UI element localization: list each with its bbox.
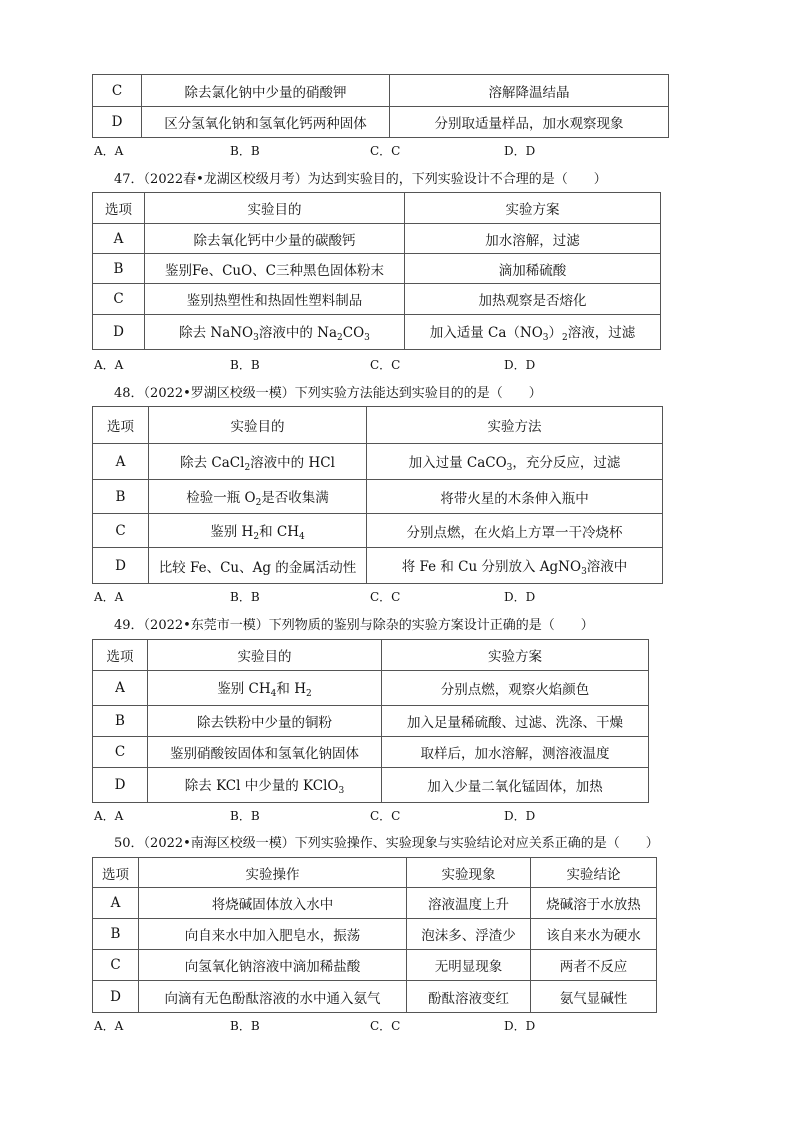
header-option: 选项: [93, 193, 145, 224]
goal-cell: 鉴别 $H_2$和 $CH_4$: [149, 514, 367, 548]
header-plan: 实验方案: [405, 193, 661, 224]
table-header-row: [93, 640, 649, 671]
option-a[interactable]: A．A: [94, 809, 124, 823]
option-b[interactable]: B．B: [230, 1019, 260, 1033]
goal-cell: 除去 KCl 中少量的 KClO$_3$: [148, 768, 382, 803]
table-row: [93, 768, 649, 803]
question-48-stem: 48．（2022•罗湖区校级一模）下列实验方法能达到实验目的的是（ ）: [114, 386, 542, 401]
goal-cell: 除去 NaNO$_3$溶液中的 $Na_2CO_3$: [145, 315, 405, 350]
table-row: [93, 480, 663, 514]
question-49-stem: 49．（2022•东莞市一模）下列物质的鉴别与除杂的实验方案设计正确的是（ ）: [114, 618, 594, 633]
table-row: [93, 514, 663, 548]
plan-cell: 分别点燃，观察火焰颜色: [382, 671, 649, 706]
option-cell: D: [93, 981, 139, 1013]
option-cell: C: [93, 75, 142, 107]
plan-cell: 加水溶解，过滤: [405, 224, 661, 254]
answer-options-q48: [94, 588, 535, 605]
option-a[interactable]: A．A: [94, 1019, 124, 1033]
method-cell: 将 Fe 和 Cu 分别放入 AgNO$_3$溶液中: [367, 548, 663, 584]
header-operation: 实验操作: [139, 858, 407, 888]
table-header-row: [93, 193, 661, 224]
phenomenon-cell: 无明显现象: [407, 950, 531, 981]
table-q50: [92, 857, 657, 1013]
table-row: [93, 315, 661, 350]
phenomenon-cell: 溶液温度上升: [407, 888, 531, 919]
plan-cell: 溶解降温结晶: [390, 75, 669, 107]
answer-options-q46: [94, 142, 535, 159]
goal-cell: 检验一瓶 $O_2$是否收集满: [149, 480, 367, 514]
table-row: [93, 671, 649, 706]
option-a[interactable]: A．A: [94, 358, 124, 372]
goal-cell: 比较 Fe、Cu、Ag 的金属活动性: [149, 548, 367, 584]
header-option: 选项: [93, 858, 139, 888]
option-d[interactable]: D．D: [504, 809, 536, 823]
option-cell: C: [93, 284, 145, 315]
table-row: [93, 107, 669, 138]
option-c[interactable]: C．C: [370, 590, 401, 604]
header-conclusion: 实验结论: [531, 858, 657, 888]
table-header-row: [93, 858, 657, 888]
option-cell: A: [93, 888, 139, 919]
table-row: [93, 224, 661, 254]
goal-cell: 鉴别热塑性和热固性塑料制品: [145, 284, 405, 315]
option-a[interactable]: A．A: [94, 144, 124, 158]
option-b[interactable]: B．B: [230, 590, 260, 604]
plan-cell: 加入少量二氧化锰固体，加热: [382, 768, 649, 803]
table-row: [93, 919, 657, 950]
header-goal: 实验目的: [145, 193, 405, 224]
table-row: [93, 284, 661, 315]
operation-cell: 向氢氧化钠溶液中滴加稀盐酸: [139, 950, 407, 981]
option-a[interactable]: A．A: [94, 590, 124, 604]
header-plan: 实验方案: [382, 640, 649, 671]
option-cell: C: [93, 514, 149, 548]
option-cell: A: [93, 671, 148, 706]
table-q49: [92, 639, 649, 803]
question-47-stem: 47．（2022春•龙湖区校级月考）为达到实验目的，下列实验设计不合理的是（ ）: [114, 172, 607, 187]
option-cell: D: [93, 548, 149, 584]
option-b[interactable]: B．B: [230, 358, 260, 372]
operation-cell: 向滴有无色酚酞溶液的水中通入氨气: [139, 981, 407, 1013]
option-cell: C: [93, 950, 139, 981]
table-row: [93, 950, 657, 981]
table-row: [93, 888, 657, 919]
phenomenon-cell: 酚酞溶液变红: [407, 981, 531, 1013]
option-cell: D: [93, 107, 142, 138]
goal-cell: 鉴别硝酸铵固体和氢氧化钠固体: [148, 737, 382, 768]
header-option: 选项: [93, 407, 149, 444]
option-cell: A: [93, 224, 145, 254]
option-cell: A: [93, 444, 149, 480]
option-c[interactable]: C．C: [370, 809, 401, 823]
table-row: [93, 981, 657, 1013]
method-cell: 分别点燃，在火焰上方罩一干冷烧杯: [367, 514, 663, 548]
operation-cell: 向自来水中加入肥皂水，振荡: [139, 919, 407, 950]
option-cell: C: [93, 737, 148, 768]
option-cell: B: [93, 706, 148, 737]
header-goal: 实验目的: [148, 640, 382, 671]
table-q46-continued: [92, 74, 669, 138]
table-row: [93, 706, 649, 737]
conclusion-cell: 该自来水为硬水: [531, 919, 657, 950]
option-d[interactable]: D．D: [504, 1019, 536, 1033]
plan-cell: 加热观察是否熔化: [405, 284, 661, 315]
method-cell: 将带火星的木条伸入瓶中: [367, 480, 663, 514]
question-50-stem: 50．（2022•南海区校级一模）下列实验操作、实验现象与实验结论对应关系正确的是（ ）: [114, 836, 659, 851]
goal-cell: 除去氯化钠中少量的硝酸钾: [142, 75, 390, 107]
method-cell: 加入过量 CaCO$_3$，充分反应，过滤: [367, 444, 663, 480]
goal-cell: 除去铁粉中少量的铜粉: [148, 706, 382, 737]
conclusion-cell: 氨气显碱性: [531, 981, 657, 1013]
table-header-row: [93, 407, 663, 444]
plan-cell: 取样后，加水溶解，测溶液温度: [382, 737, 649, 768]
option-cell: B: [93, 919, 139, 950]
option-d[interactable]: D．D: [504, 144, 536, 158]
option-c[interactable]: C．C: [370, 358, 401, 372]
operation-cell: 将烧碱固体放入水中: [139, 888, 407, 919]
option-cell: D: [93, 315, 145, 350]
header-method: 实验方法: [367, 407, 663, 444]
option-b[interactable]: B．B: [230, 809, 260, 823]
plan-cell: 加入足量稀硫酸、过滤、洗涤、干燥: [382, 706, 649, 737]
option-c[interactable]: C．C: [370, 1019, 401, 1033]
goal-cell: 鉴别Fe、CuO、C三种黑色固体粉末: [145, 254, 405, 284]
goal-cell: 区分氢氧化钠和氢氧化钙两种固体: [142, 107, 390, 138]
answer-options-q47: [94, 356, 535, 373]
option-cell: B: [93, 254, 145, 284]
plan-cell: 分别取适量样品，加水观察现象: [390, 107, 669, 138]
conclusion-cell: 两者不反应: [531, 950, 657, 981]
header-goal: 实验目的: [149, 407, 367, 444]
table-row: [93, 737, 649, 768]
option-cell: B: [93, 480, 149, 514]
option-d[interactable]: D．D: [504, 590, 536, 604]
table-q47: [92, 192, 661, 350]
table-row: [93, 254, 661, 284]
goal-cell: 除去氧化钙中少量的碳酸钙: [145, 224, 405, 254]
goal-cell: 鉴别 $CH_4$和 $H_2$: [148, 671, 382, 706]
header-phenomenon: 实验现象: [407, 858, 531, 888]
goal-cell: 除去 CaCl$_2$溶液中的 HCl: [149, 444, 367, 480]
option-d[interactable]: D．D: [504, 358, 536, 372]
plan-cell: 加入适量 $Ca(NO_3)_2$溶液，过滤: [405, 315, 661, 350]
header-option: 选项: [93, 640, 148, 671]
conclusion-cell: 烧碱溶于水放热: [531, 888, 657, 919]
table-q48: [92, 406, 663, 584]
table-row: [93, 444, 663, 480]
table-row: [93, 75, 669, 107]
table-row: [93, 548, 663, 584]
option-b[interactable]: B．B: [230, 144, 260, 158]
option-cell: D: [93, 768, 148, 803]
option-c[interactable]: C．C: [370, 144, 401, 158]
answer-options-q50: [94, 1017, 535, 1034]
plan-cell: 滴加稀硫酸: [405, 254, 661, 284]
phenomenon-cell: 泡沫多、浮渣少: [407, 919, 531, 950]
answer-options-q49: [94, 807, 535, 824]
